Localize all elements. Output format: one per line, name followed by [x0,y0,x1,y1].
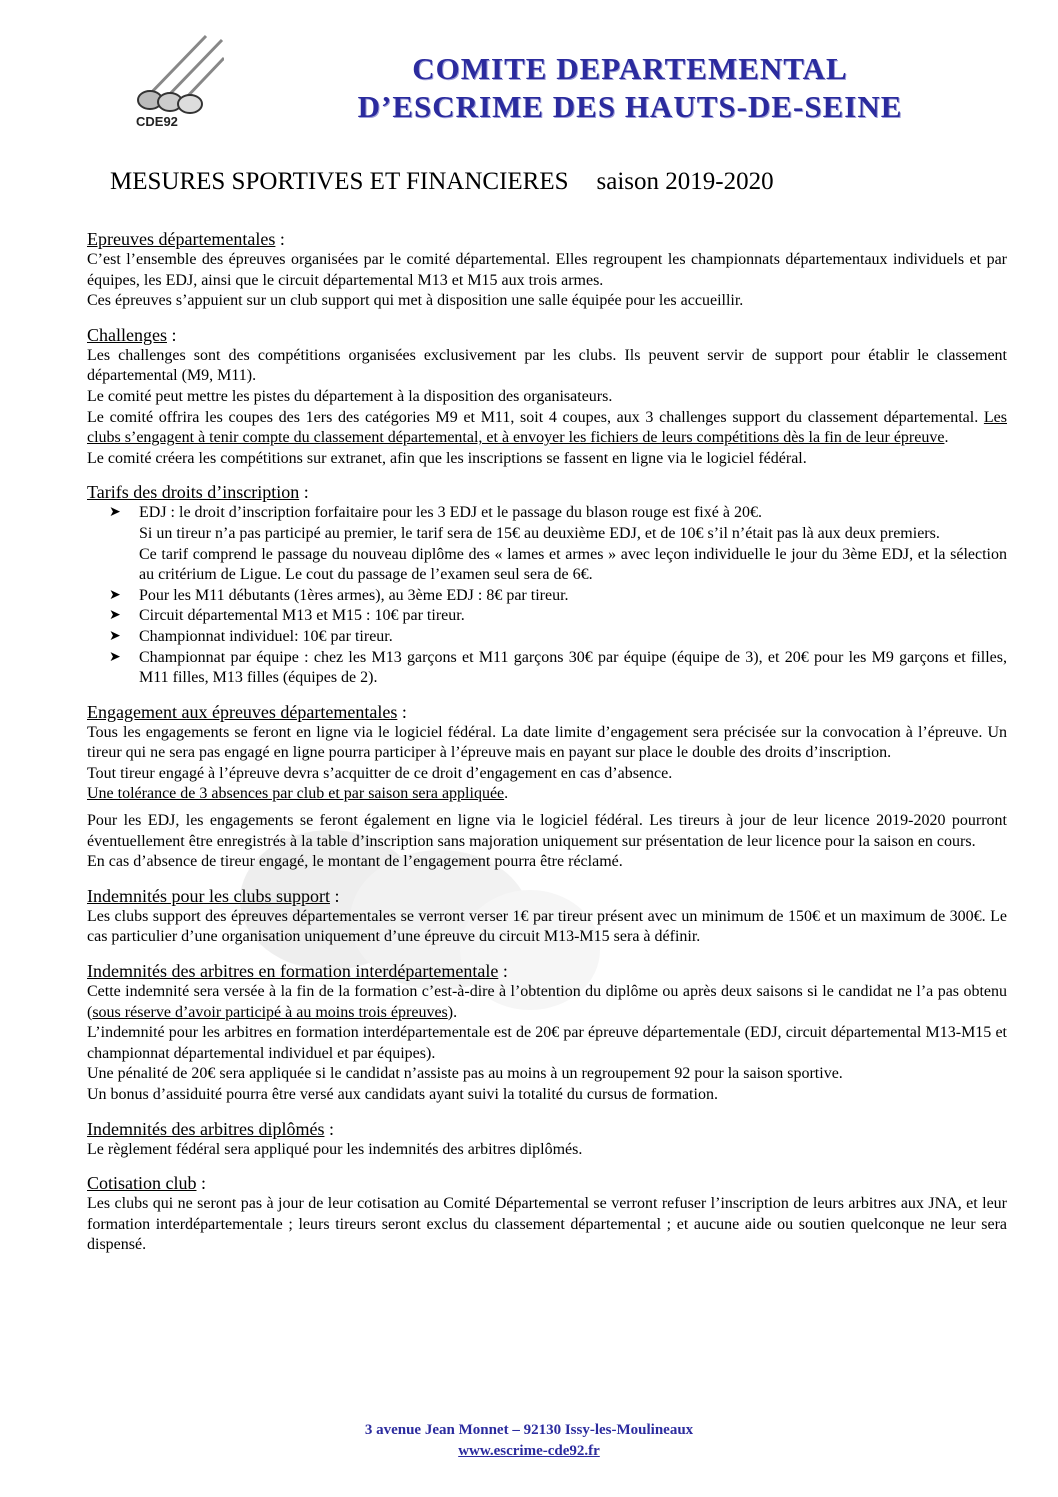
paragraph: Une pénalité de 20€ sera appliquée si le candidat n’assiste pas au moins à un regroupement 92 pour la saison sportive. [87,1065,843,1083]
list-item-text: Si un tireur n’a pas participé au premier, le tarif sera de 15€ au deuxième EDJ, et de 10€ s’il n’était pas là aux deux premiers. [139,524,940,542]
arrow-bullet-icon: ➤ [109,628,121,644]
paragraph: C’est l’ensemble des épreuves organisées par le comité départemental. Elles regroupent les championnats départementaux individuels et par équipes, les EDJ, ainsi que le circuit départemental M13 et M15 aux trois armes. [87,251,1007,289]
section-challenges: Challenges : Les challenges sont des compétitions organisées exclusivement par les clubs. Ils peuvent servir de support pour établir le classement départemental (M9, M11). Le comité peut mettre les pistes du département à la disposition des organisateurs. Le comité offrira les coupes des 1ers des catégories M9 et M11, soit 4 coupes, aux 3 challenges support du classement départemental. Les clubs s’engagent à tenir compte du classement départemental, et à envoyer les fichiers de leurs compétitions dès la fin de leur épreuve. Le comité créera les compétitions sur extranet, afin que les inscriptions se fassent en ligne via le logiciel fédéral. [87,324,1007,470]
section-heading: Cotisation club [87,1173,197,1194]
paragraph-underlined: Une tolérance de 3 absences par club et par saison sera appliquée [87,785,505,803]
org-title [290,50,970,126]
paragraph: Un bonus d’assiduité pourra être versé aux candidats ayant suivi la totalité du cursus de formation. [87,1086,718,1103]
paragraph: Les clubs qui ne seront pas à jour de leur cotisation au Comité Départemental se verront refuser l’inscription de leurs arbitres aux JNA, et leur formation interdépartementale ; leurs tireurs seront exclus du classement départemental ; et aucune aide ou soutien quelconque ne leur sera dispensé. [87,1195,1007,1254]
section-heading: Engagement aux épreuves départementales [87,701,398,722]
list-item-text: Championnat individuel: 10€ par tireur. [139,627,393,645]
section-heading: Indemnités des arbitres en formation interdépartementale [87,961,499,982]
list-item [87,648,1007,689]
paragraph: Les challenges sont des compétitions organisées exclusivement par les clubs. Ils peuvent servir de support pour établir le classement départemental (M9, M11). [87,346,1007,385]
fencing-logo-icon [128,34,224,130]
document-body [87,222,1007,1256]
arrow-bullet-icon: ➤ [109,608,121,624]
paragraph-text: . [504,785,509,803]
paragraph-underlined: sous réserve d’avoir participé à au moins trois épreuves [92,1003,448,1021]
section-epreuves: Epreuves départementales : C’est l’ensemble des épreuves organisées par le comité départemental. Elles regroupent les championnats départementaux individuels et par équipes, les EDJ, ainsi que le circuit départemental M13 et M15 aux trois armes. Ces épreuves s’appuient sur un club support qui met à disposition une salle équipée pour les accueillir. [87,228,1007,312]
arrow-bullet-icon: ➤ [109,649,121,665]
list-item [87,503,1007,585]
page-title-season: saison 2019-2020 [596,168,774,195]
list-item-text: Championnat par équipe : chez les M13 garçons et M11 garçons 30€ par équipe (équipe de 3), et 20€ pour les M9 garçons et filles, M11 filles, M13 filles (équipes de 2). [139,648,1007,687]
section-heading: Indemnités des arbitres diplômés [87,1118,325,1139]
paragraph: Ces épreuves s’appuient sur un club support qui met à disposition une salle équipée pour les accueillir. [87,292,744,310]
paragraph-text: ). [447,1003,458,1021]
paragraph [87,982,1007,1023]
paragraph: L’indemnité pour les arbitres en formation interdépartementale est de 20€ par épreuve départementale (EDJ, circuit départemental M13-M15 et championnat départemental individuel et par équipes). [87,1024,1007,1062]
list-item-text: Pour les M11 débutants (1ères armes), au 3ème EDJ : 8€ par tireur. [139,586,569,604]
paragraph-text: Le comité offrira les coupes des 1ers des catégories M9 et M11, soit 4 coupes, aux 3 challenges support du classement départemental. [87,408,984,426]
arrow-bullet-icon: ➤ [109,505,121,521]
section-cotisation: Cotisation club : Les clubs qui ne seront pas à jour de leur cotisation au Comité Départemental se verront refuser l’inscription de leurs arbitres aux JNA, et leur formation interdépartementale ; leurs tireurs seront exclus du classement départemental ; et aucune aide ou soutien quelconque ne leur sera dispensé. [87,1172,1007,1256]
paragraph: Tous les engagements se feront en ligne via le logiciel fédéral. La date limite d’engagement sera précisée sur la convocation à l’épreuve. Un tireur qui ne sera pas engagé en ligne pourra participer à l’épreuve mais en payant sur place le double des droits d’inscription. [87,723,1007,762]
section-engagement: Engagement aux épreuves départementales : Tous les engagements se feront en ligne via le logiciel fédéral. La date limite d’engagement sera précisée sur la convocation à l’épreuve. Un tireur qui ne sera pas engagé en ligne pourra participer à l’épreuve mais en payant sur place le double des droits d’inscription. Tout tireur engagé à l’épreuve devra s’acquitter de ce droit d’engagement en cas d’absence. Une tolérance de 3 absences par club et par saison sera appliquée. Pour les EDJ, les engagements se feront également en ligne via le logiciel fédéral. Les tireurs à jour de leur licence 2019-2020 pourront éventuellement être enregistrés à la table d’inscription sans majoration uniquement sur présentation de leur licence pour la saison en cours. En cas d’absence de tireur engagé, le montant de l’engagement pourra être réclamé. [87,701,1007,873]
section-indemnites-diplomes: Indemnités des arbitres diplômés : Le règlement fédéral sera appliqué pour les indemnités des arbitres diplômés. [87,1118,1007,1161]
paragraph [87,784,1007,805]
paragraph: En cas d’absence de tireur engagé, le montant de l’engagement pourra être réclamé. [87,853,623,871]
list-item-text: Ce tarif comprend le passage du nouveau diplôme des « lames et armes » avec leçon individuelle le jour du 3ème EDJ, et la sélection au critérium de Ligue. Le cout du passage de l’examen seul sera de 6€. [139,545,1007,584]
paragraph-text: . [944,429,949,447]
paragraph [87,408,1007,449]
footer-website-link[interactable]: www.escrime-cde92.fr [458,1443,600,1459]
list-item [87,627,1007,648]
paragraph: Tout tireur engagé à l’épreuve devra s’acquitter de ce droit d’engagement en cas d’absence. [87,764,673,782]
section-tarifs: Tarifs des droits d’inscription : ➤ EDJ : le droit d’inscription forfaitaire pour les 3 EDJ et le passage du blason rouge est fixé à 20€. Si un tireur n’a pas participé au premier, le tarif sera de 15€ au deuxième EDJ, et de 10€ s’il n’était pas là aux deux premiers. Ce tarif comprend le passage du nouveau diplôme des « lames et armes » avec leçon individuelle le jour du 3ème EDJ, et la sélection au critérium de Ligue. Le cout du passage de l’examen seul sera de 6€. ➤ Pour les M11 débutants (1ères armes), au 3ème EDJ : 8€ par tireur. ➤ Circuit départemental M13 et M15 : 10€ par tireur. ➤ Championnat individuel: 10€ par tireur. ➤ Championnat par équipe : chez les M13 garçons et M11 garçons 30€ par équipe (équipe de 3), et 20€ pour les M9 garçons et filles, M11 filles, M13 filles (équipes de 2). [87,481,1007,688]
paragraph-text: Cette indemnité sera versée à la fin de la formation c’est-à-dire à l’obtention du diplôme ou après deux saisons si le candidat ne l’a pas obtenu ( [87,983,1007,1021]
section-indemnites-clubs: Indemnités pour les clubs support : Les clubs support des épreuves départementales se verront verser 1€ par tireur présent avec un minimum de 150€ et un maximum de 300€. Le cas particulier d’une organisation uniquement d’une épreuve du circuit M13-M15 sera à définir. [87,885,1007,948]
page-title-main: MESURES SPORTIVES ET FINANCIERES [110,168,569,195]
paragraph: Le règlement fédéral sera appliqué pour les indemnités des arbitres diplômés. [87,1140,583,1158]
paragraph: Les clubs support des épreuves départementales se verront verser 1€ par tireur présent avec un minimum de 150€ et un maximum de 300€. Le cas particulier d’une organisation uniquement d’une épreuve du circuit M13-M15 sera à définir. [87,907,1007,946]
section-heading: Epreuves départementales [87,229,276,249]
org-title-line1: COMITE DEPARTEMENTAL [412,51,848,86]
arrow-bullet-icon: ➤ [109,587,121,603]
paragraph: Le comité peut mettre les pistes du département à la disposition des organisateurs. [87,387,613,405]
section-indemnites-formation: Indemnités des arbitres en formation interdépartementale : Cette indemnité sera versée à la fin de la formation c’est-à-dire à l’obtention du diplôme ou après deux saisons si le candidat ne l’a pas obtenu (sous réserve d’avoir participé à au moins trois épreuves). L’indemnité pour les arbitres en formation interdépartementale est de 20€ par épreuve départementale (EDJ, circuit départemental M13-M15 et championnat départemental individuel et par équipes). Une pénalité de 20€ sera appliquée si le candidat n’assiste pas au moins à un regroupement 92 pour la saison sportive. Un bonus d’assiduité pourra être versé aux candidats ayant suivi la totalité du cursus de formation. [87,960,1007,1106]
list-item-text: Circuit départemental M13 et M15 : 10€ par tireur. [139,607,465,625]
list-item [87,606,1007,627]
footer-address: 3 avenue Jean Monnet – 92130 Issy-les-Moulineaux [364,1422,694,1438]
paragraph-underlined: Les clubs s’engagent à tenir compte du classement départemental, et à envoyer les fichiers de leurs compétitions dès la fin de leur épreuve [87,408,1007,447]
list-item [87,586,1007,607]
org-title-line2: D’ESCRIME DES HAUTS-DE-SEINE [357,89,903,124]
list-item-text: EDJ : le droit d’inscription forfaitaire pour les 3 EDJ et le passage du blason rouge est fixé à 20€. [139,504,762,522]
logo-text: CDE92 [136,114,178,129]
section-heading: Challenges [87,324,167,345]
paragraph: Pour les EDJ, les engagements se feront également en ligne via le logiciel fédéral. Les tireurs à jour de leur licence 2019-2020 pourront éventuellement être enregistrés à la table d’inscription sans majoration uniquement sur présentation de leur licence pour la saison en cours. [87,812,1007,850]
section-heading: Indemnités pour les clubs support [87,885,330,906]
paragraph: Le comité créera les compétitions sur extranet, afin que les inscriptions se fassent en ligne via le logiciel fédéral. [87,449,807,467]
page-title [110,168,774,196]
section-heading: Tarifs des droits d’inscription [87,482,300,503]
